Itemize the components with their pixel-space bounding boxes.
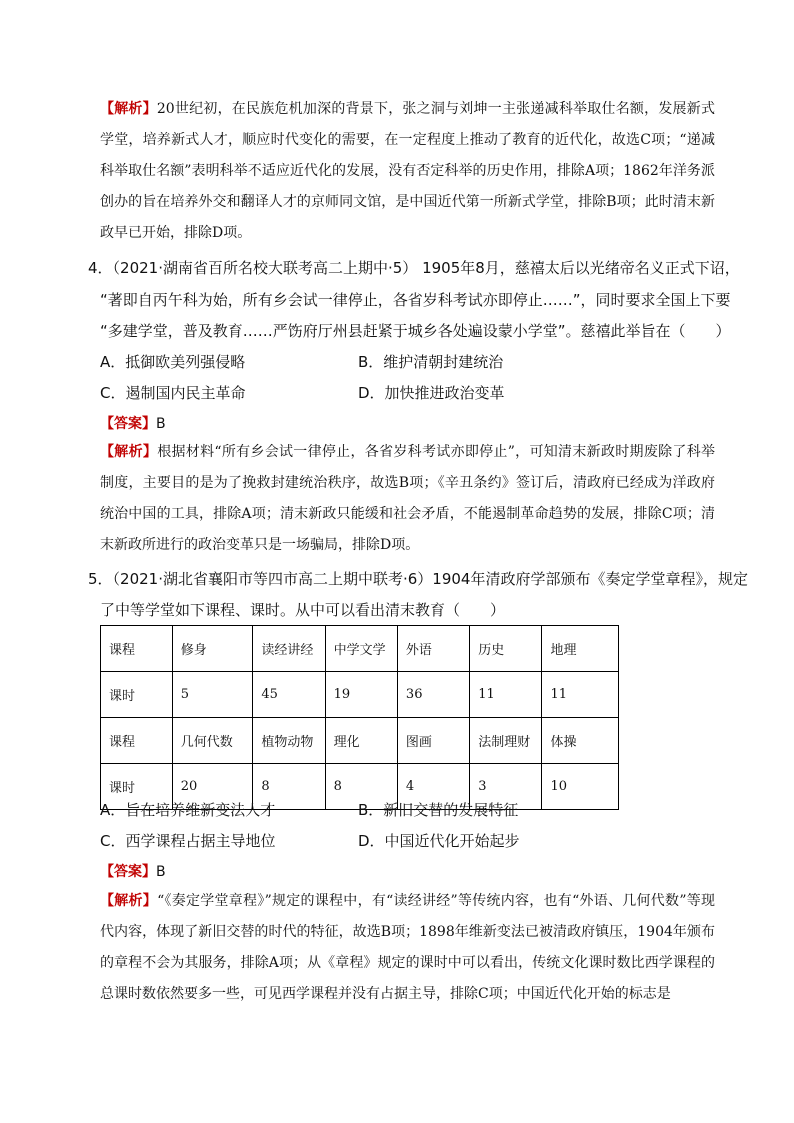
q5-answer-value: B	[156, 864, 166, 880]
table-row	[101, 626, 619, 672]
table-cell: 4	[397, 764, 469, 810]
q3-analysis	[100, 94, 715, 249]
table-cell: 课时	[101, 764, 173, 810]
answer-tag: 【答案】	[100, 864, 156, 880]
q5-analysis	[100, 886, 715, 1010]
table-cell: 读经讲经	[253, 626, 325, 672]
table-cell: 45	[253, 672, 325, 718]
q4-option-b: B．维护清朝封建统治	[358, 353, 504, 371]
q5-schedule-table	[100, 625, 619, 810]
table-cell: 修身	[172, 626, 253, 672]
table-cell: 8	[253, 764, 325, 810]
q5-stem-line1: 5．（2021·湖北省襄阳市等四市高二上期中联考·6）1904年清政府学部颁布《奏定学堂章程》，规定	[88, 570, 748, 588]
q5-analysis-text: “《奏定学堂章程》”规定的课程中，有“读经讲经”等传统内容，也有“外语、几何代数”等现代内容，体现了新旧交替的时代的特征，故选B项；1898年维新变法已被清政府镇压，1904年颁布的章程不会为其服务，排除A项；从《章程》规定的课时中可以看出，传统文化课时数比西学课程的总课时数依然要多一些，可见西学课程并没有占据主导，排除C项；中国近代化开始的标志是	[100, 893, 716, 1002]
table-cell: 植物动物	[253, 718, 325, 764]
table-cell: 外语	[397, 626, 469, 672]
q5-option-b: B．新旧交替的发展特征	[358, 801, 519, 819]
q4-answer	[100, 413, 166, 433]
table-cell: 10	[542, 764, 619, 810]
q4-answer-value: B	[156, 416, 166, 432]
analysis-tag: 【解析】	[100, 893, 158, 909]
table-cell: 20	[172, 764, 253, 810]
analysis-tag: 【解析】	[100, 444, 158, 460]
analysis-tag: 【解析】	[100, 101, 157, 117]
table-cell: 11	[470, 672, 542, 718]
table-row	[101, 672, 619, 718]
q5-option-a: A．旨在培养维新变法人才	[100, 801, 276, 819]
q4-stem-line1: 4．（2021·湖南省百所名校大联考高二上期中·5） 1905年8月，慈禧太后以光绪帝名义正式下诏，	[88, 259, 740, 277]
table-cell: 36	[397, 672, 469, 718]
table-cell: 理化	[325, 718, 397, 764]
table-cell: 19	[325, 672, 397, 718]
q4-analysis	[100, 437, 715, 561]
q5-stem-line2: 了中等学堂如下课程、课时。从中可以看出清末教育（ ）	[100, 601, 506, 619]
q4-option-a: A．抵御欧美列强侵略	[100, 353, 246, 371]
q4-option-d: D．加快推进政治变革	[358, 384, 505, 402]
answer-tag: 【答案】	[100, 416, 156, 432]
table-cell: 几何代数	[172, 718, 253, 764]
table-cell: 课时	[101, 672, 173, 718]
table-cell: 法制理财	[470, 718, 542, 764]
q4-analysis-text: 根据材料“所有乡会试一律停止，各省岁科考试亦即停止”，可知清末新政时期废除了科举制度，主要目的是为了挽救封建统治秩序，故选B项；《辛丑条约》签订后，清政府已经成为洋政府统治中国的工具，排除A项；清末新政只能缓和社会矛盾，不能遏制革命趋势的发展，排除C项；清末新政所进行的政治变革只是一场骗局，排除D项。	[100, 444, 716, 553]
q3-analysis-text: 20世纪初，在民族危机加深的背景下，张之洞与刘坤一主张递减科举取仕名额，发展新式学堂，培养新式人才，顺应时代变化的需要，在一定程度上推动了教育的近代化，故选C项；“递减科举取仕名额”表明科举不适应近代化的发展，没有否定科举的历史作用，排除A项；1862年洋务派创办的旨在培养外交和翻译人才的京师同文馆，是中国近代第一所新式学堂，排除B项；此时清末新政早已开始，排除D项。	[100, 101, 715, 241]
q4-option-c: C．遏制国内民主革命	[100, 384, 246, 402]
table-row	[101, 718, 619, 764]
q5-option-d: D．中国近代化开始起步	[358, 832, 520, 850]
table-cell: 课程	[101, 718, 173, 764]
table-cell: 历史	[470, 626, 542, 672]
table-cell: 课程	[101, 626, 173, 672]
table-cell: 地理	[542, 626, 619, 672]
table-cell: 8	[325, 764, 397, 810]
q5-option-c: C．西学课程占据主导地位	[100, 832, 276, 850]
q4-stem-line3: “多建学堂，普及教育……严饬府厅州县赶紧于城乡各处遍设蒙小学堂”。慈禧此举旨在（ ）	[100, 322, 731, 340]
table-cell: 11	[542, 672, 619, 718]
q4-stem-line2: “著即自丙午科为始，所有乡会试一律停止，各省岁科考试亦即停止……”，同时要求全国上下要	[100, 291, 731, 309]
table-cell: 体操	[542, 718, 619, 764]
table-cell: 图画	[397, 718, 469, 764]
table-cell: 5	[172, 672, 253, 718]
table-cell: 中学文学	[325, 626, 397, 672]
q5-answer	[100, 861, 166, 881]
table-cell: 3	[470, 764, 542, 810]
